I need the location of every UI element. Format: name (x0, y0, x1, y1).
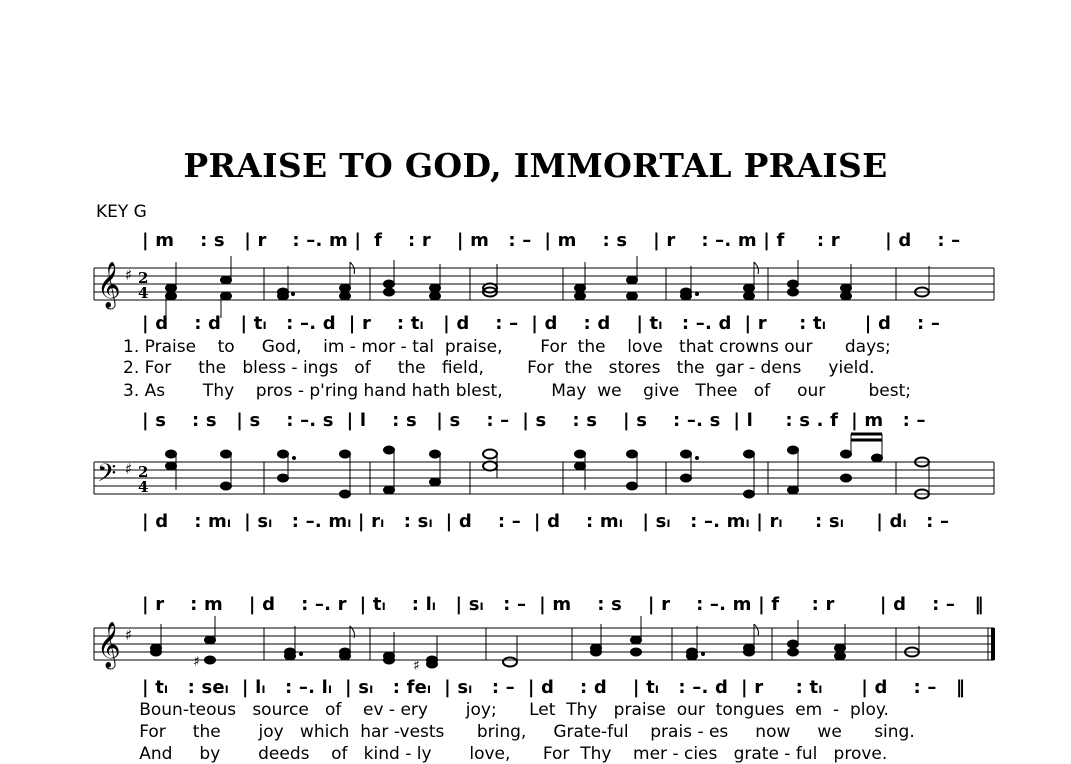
bass-solfa-line-1: | d : mₗ | sₗ : –. mₗ | rₗ : sₗ | d : – | d : mₗ | sₗ : –. mₗ | rₗ : sₗ | dₗ : – (142, 511, 950, 532)
soprano-solfa-line-1: | m : s | r : –. m | f : r | m : – | m : s | r : –. m | f : r | d : – (142, 230, 961, 251)
verse-1-line-2: Boun-teous source of ev - ery joy; Let Thy praise our tongues em - ploy. (123, 700, 889, 720)
verse-2-line-2: For the joy which har -vests bring, Grate-ful prais - es now we sing. (123, 722, 915, 742)
alto-solfa-line-1: | d : d | tₗ : –. d | r : tₗ | d : – | d : d | tₗ : –. d | r : tₗ | d : – (142, 313, 941, 334)
verse-1-line-1: 1. Praise to God, im - mor - tal praise, For the love that crowns our days; (123, 337, 891, 357)
time-sig-top: 2 (138, 463, 149, 481)
treble-clef-icon: 𝄞 (97, 262, 121, 308)
time-sig-bottom: 4 (138, 284, 149, 302)
verse-2-line-1: 2. For the bless - ings of the field, For the stores the gar - dens yield. (123, 358, 875, 378)
verse-3-line-1: 3. As Thy pros - p'ring hand hath blest, May we give Thee of our best; (123, 381, 912, 401)
verse-3-line-2: And by deeds of kind - ly love, For Thy mer - cies grate - ful prove. (123, 744, 888, 764)
sharp-icon: ♯ (193, 654, 200, 670)
bass-notes-1 (166, 434, 930, 499)
sharp-icon: ♯ (125, 460, 133, 478)
sharp-icon: ♯ (413, 658, 420, 674)
alto-solfa-line-2: | tₗ : seₗ | lₗ : –. lₗ | sₗ : feₗ | sₗ : – | d : d | tₗ : –. d | r : tₗ | d : – ‖ (142, 677, 966, 698)
treble-notes-1 (166, 256, 930, 318)
time-sig-bottom: 4 (138, 478, 149, 496)
bass-clef-icon: 𝄢 (97, 459, 117, 494)
time-sig-top: 2 (138, 269, 149, 287)
key-signature-label: KEY G (96, 202, 147, 222)
sharp-icon: ♯ (125, 626, 133, 644)
treble-notes-2 (151, 616, 920, 674)
tenor-solfa-line-1: | s : s | s : –. s | l : s | s : – | s : s | s : –. s | l : s . f | m : – (142, 410, 926, 431)
treble-staff-2 (94, 628, 994, 660)
treble-clef-icon: 𝄞 (97, 622, 121, 668)
soprano-solfa-line-2: | r : m | d : –. r | tₗ : lₗ | sₗ : – | m : s | r : –. m | f : r | d : – ‖ (142, 594, 984, 615)
sharp-icon: ♯ (125, 266, 133, 284)
hymn-title: PRAISE TO GOD, IMMORTAL PRAISE (183, 146, 888, 185)
